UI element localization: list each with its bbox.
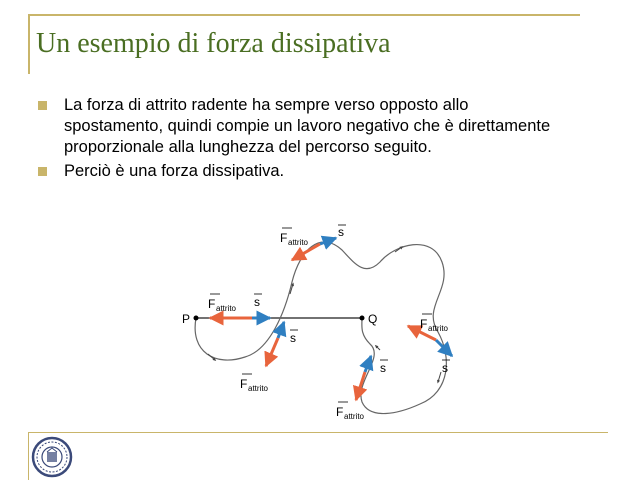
frame-left-line: [28, 14, 30, 74]
friction-path-diagram: [170, 222, 470, 432]
friction-label-sub: attrito: [428, 324, 449, 333]
friction-label: [240, 374, 269, 393]
displacement-arrow: [365, 356, 371, 372]
displacement-label: [442, 360, 450, 375]
friction-label-main: F: [280, 231, 288, 245]
bullet-text: Perciò è una forza dissipativa.: [64, 162, 285, 180]
friction-label-sub: attrito: [288, 238, 309, 247]
friction-label: [280, 228, 309, 247]
displacement-label-text: s: [442, 361, 448, 375]
friction-label-main: F: [240, 377, 248, 391]
frame-bottom-stub-line: [28, 432, 29, 480]
bullet-list: [38, 95, 558, 185]
point-q-label: Q: [368, 312, 378, 326]
friction-label: [420, 314, 449, 333]
displacement-arrow: [278, 322, 284, 338]
friction-arrow: [266, 338, 278, 366]
friction-label-main: F: [336, 405, 344, 419]
university-seal-icon: [30, 436, 74, 478]
friction-label-sub: attrito: [344, 412, 365, 421]
displacement-label-text: s: [338, 225, 344, 239]
point-q: [360, 316, 365, 321]
bullet-text: La forza di attrito radente ha sempre verso opposto allo spostamento, quindi compie un lavoro negativo che è direttamente proporzionale alla lunghezza del percorso seguito.: [64, 96, 551, 156]
path-direction-arrow: [376, 346, 380, 350]
frame-top-line: [28, 14, 580, 16]
square-bullet-icon: [38, 101, 47, 110]
point-p: [194, 316, 199, 321]
bullet-item: [38, 161, 558, 182]
friction-label-main: F: [208, 297, 216, 311]
frame-bottom-line: [28, 432, 608, 433]
displacement-arrow: [436, 340, 452, 356]
displacement-arrow: [320, 238, 336, 244]
point-p-label: P: [182, 312, 191, 326]
friction-label: [336, 402, 365, 421]
displacement-label-text: s: [290, 331, 296, 345]
friction-label-sub: attrito: [216, 304, 237, 313]
displacement-label-text: s: [380, 361, 386, 375]
path-direction-arrow: [208, 354, 215, 360]
slide-title: Un esempio di forza dissipativa: [36, 28, 391, 59]
displacement-label: [290, 330, 298, 345]
square-bullet-icon: [38, 167, 47, 176]
displacement-label: [254, 294, 262, 309]
path-direction-arrow: [438, 372, 441, 382]
bullet-item: [38, 95, 558, 158]
friction-label-sub: attrito: [248, 384, 269, 393]
displacement-label: [338, 225, 346, 239]
displacement-label: [380, 360, 388, 375]
friction-label-main: F: [420, 317, 428, 331]
friction-label: [208, 294, 237, 313]
displacement-label-text: s: [254, 295, 260, 309]
